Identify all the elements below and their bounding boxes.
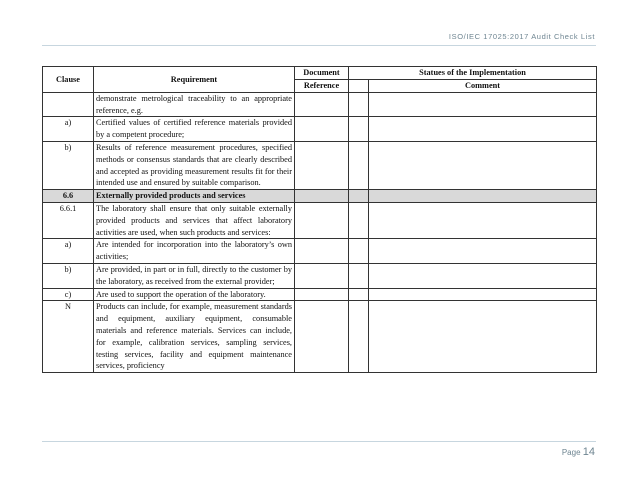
- table-header-row: [43, 67, 597, 80]
- status-header: Statues of the Implementation: [349, 67, 597, 80]
- table-row: [43, 141, 597, 189]
- document-reference-cell: [295, 202, 349, 238]
- table-row: [43, 202, 597, 238]
- comment-cell: [369, 141, 597, 189]
- status-checkbox-cell: [349, 92, 369, 117]
- table-section-row: [43, 190, 597, 203]
- status-checkbox-cell: [349, 288, 369, 301]
- status-checkbox-header: [349, 80, 369, 93]
- document-reference-cell: [295, 190, 349, 203]
- table-row: [43, 301, 597, 373]
- comment-cell: [369, 190, 597, 203]
- requirement-cell: Certified values of certified reference materials provided by a competent procedure;: [94, 117, 295, 142]
- document-reference-cell: [295, 301, 349, 373]
- comment-header: Comment: [369, 80, 597, 93]
- status-checkbox-cell: [349, 190, 369, 203]
- page-label: Page: [561, 448, 581, 457]
- status-checkbox-cell: [349, 117, 369, 142]
- document-reference-cell: [295, 288, 349, 301]
- table-row: [43, 263, 597, 288]
- requirement-cell: Are intended for incorporation into the laboratory’s own activities;: [94, 239, 295, 264]
- reference-header: Reference: [295, 80, 349, 93]
- clause-cell: b): [43, 141, 94, 189]
- table-row: [43, 117, 597, 142]
- status-checkbox-cell: [349, 301, 369, 373]
- requirement-cell: Are used to support the operation of the laboratory.: [94, 288, 295, 301]
- document-header-title: ISO/IEC 17025:2017 Audit Check List: [448, 32, 595, 41]
- clause-cell: 6.6.1: [43, 202, 94, 238]
- clause-cell: a): [43, 117, 94, 142]
- clause-cell: a): [43, 239, 94, 264]
- document-reference-cell: [295, 92, 349, 117]
- table-row: [43, 239, 597, 264]
- footer-divider: [42, 441, 596, 442]
- clause-cell: b): [43, 263, 94, 288]
- clause-cell: [43, 92, 94, 117]
- requirement-cell: demonstrate metrological traceability to an appropriate reference, e.g.: [94, 92, 295, 117]
- status-checkbox-cell: [349, 263, 369, 288]
- requirement-cell: The laboratory shall ensure that only suitable externally provided products and services that affect laboratory activities are used, when such products and services:: [94, 202, 295, 238]
- comment-cell: [369, 92, 597, 117]
- status-checkbox-cell: [349, 141, 369, 189]
- comment-cell: [369, 202, 597, 238]
- comment-cell: [369, 288, 597, 301]
- page-footer: [562, 446, 595, 458]
- document-header: Document: [295, 67, 349, 80]
- page-number: 14: [582, 446, 595, 458]
- status-checkbox-cell: [349, 239, 369, 264]
- table-row: [43, 288, 597, 301]
- requirement-header: Requirement: [94, 67, 295, 93]
- status-checkbox-cell: [349, 202, 369, 238]
- clause-cell: N: [43, 301, 94, 373]
- document-reference-cell: [295, 117, 349, 142]
- requirement-cell: Results of reference measurement procedures, specified methods or consensus standards that are clearly described and accepted as providing measurement results fit for their intended use and ensured by suitable comparison.: [94, 141, 295, 189]
- document-reference-cell: [295, 263, 349, 288]
- clause-cell: 6.6: [43, 190, 94, 203]
- audit-checklist-table: [42, 66, 597, 373]
- clause-header: Clause: [43, 67, 94, 93]
- comment-cell: [369, 263, 597, 288]
- document-reference-cell: [295, 239, 349, 264]
- requirement-cell: Externally provided products and services: [94, 190, 295, 203]
- comment-cell: [369, 239, 597, 264]
- comment-cell: [369, 117, 597, 142]
- clause-cell: c): [43, 288, 94, 301]
- requirement-cell: Products can include, for example, measurement standards and equipment, auxiliary equipment, consumable materials and reference materials. Services can include, for example, calibration services, sampling services, testing services, facility and equipment maintenance services, proficiency: [94, 301, 295, 373]
- comment-cell: [369, 301, 597, 373]
- table-row: [43, 92, 597, 117]
- header-divider: [42, 45, 596, 46]
- requirement-cell: Are provided, in part or in full, directly to the customer by the laboratory, as received from the external provider;: [94, 263, 295, 288]
- document-reference-cell: [295, 141, 349, 189]
